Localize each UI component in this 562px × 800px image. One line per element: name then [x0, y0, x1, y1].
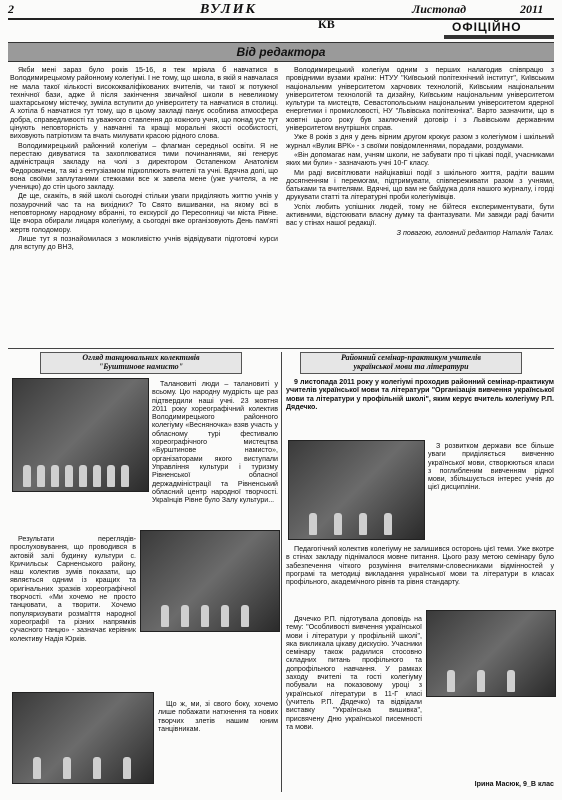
seminar-lead: [286, 378, 554, 436]
seminar-text-2: [286, 545, 554, 615]
dance-article-title: [40, 352, 242, 374]
dance-photo-1: [12, 378, 149, 492]
kv-label: КВ: [318, 17, 335, 31]
dance-title-line2: "Буштинове намисто": [98, 362, 184, 371]
seminar-paragraph: З розвитком держави все більше уваги приділяється вивченню української мови, створюються класи з поглибленим вивченням рідної мови, збільшується інтерес учнів до цієї дисципліни.: [428, 442, 554, 492]
editorial-paragraph: Уже 8 років з дня у день вірним другом крокує разом з колегіумом і шкільний журнал «Вулик ВРК» - з своїми повідомленнями, порадами, роздумами.: [286, 133, 554, 150]
seminar-text-1: [428, 442, 554, 540]
seminar-title-line1: Районний семінар-практикум учителів: [341, 353, 481, 362]
dance-photo-3: [12, 692, 154, 784]
seminar-article-title: [300, 352, 522, 374]
issue-month: Листопад: [412, 2, 467, 16]
seminar-paragraph: Педагогічний колектив колегіуму не залишився осторонь цієї теми. Уже вкотре в стінах закладу піднімалося мовне питання. Цього разу метою семінару було забезпечення чіткого розуміння вчителями-словесниками відмінностей у програмі та методиці викладання української мови та літератури в класах профільного, академічного рівнів та рівня стандарту.: [286, 545, 554, 587]
editorial-paragraph: Успіх любить успішних людей, тому не бійтеся експериментувати, бути активними, відстоювати власну думку та фантазувати. Ми завжди раді бачити вас у стінах нашої редакції.: [286, 202, 554, 228]
seminar-paragraph: Дячечко Р.П. підготувала доповідь на тему: "Особливості вивчення української мови і літератури у профільній школі", яка викликала цікаву дискусію. Учасники семінару також радилися стосовно складних питань профільного та допрофільного навчання. У рамках заходу вчителі та гості колегіуму побували на показовому уроці з української літератури в 11-Г класі (учитель Р.П. Дядечко) та відвідали виставку "Українська вишивка", присвячену Дню української писемності та мови.: [286, 615, 422, 731]
section-underline: [444, 35, 554, 39]
editorial-title: Від редактора: [8, 42, 554, 62]
page-header: [8, 2, 554, 20]
masthead: ВУЛИК: [200, 2, 257, 17]
page-number: 2: [8, 2, 14, 16]
editorial-left-column: [10, 66, 278, 344]
column-divider: [281, 352, 282, 792]
issue-year: 2011: [520, 2, 544, 16]
dance-text-2: [10, 535, 136, 643]
editorial-paragraph: Де ще, скажіть, в якій школі сьогодні стільки уваги приділяють життю учнів у позаурочний час та на вихідних? То Свято вишиванки, на якому всі в неповторному народному вбранні, то екскурсії до Пересопниці чи міста Рівне. Ще вчора обирали лицаря колегіуму, а сьогодні вже організовують День пам'яті жертв голодомору.: [10, 192, 278, 234]
seminar-title-line2: української мови та літератури: [353, 362, 469, 371]
editorial-paragraph: «Він допомагає нам, учням школи, не забувати про ті цікаві події, учасниками яких ми були» - зазначають учні 10-Г класу.: [286, 150, 554, 168]
dance-paragraph: Результати переглядів-прослуховування, що проводився в актовій залі будинку культури с. Кричильськ Сарненського району, наш колектив зумів показати, що являється одним із кращих та оригінальних зразків хореографічної творчості. «Ми хочемо не просто танцювати, а творити. Хочемо популяризувати розмаїття народної хореографії та різних напрямків сучасного танцю» - зазначає керівник колективу Надія Юрків.: [10, 535, 136, 643]
dance-paragraph: Талановиті люди – талановиті у всьому. Цю народну мудрість ще раз підтвердили наші учні. 23 жовтня 2011 року хореографічний колектив Володимирецького районного колегіуму «Весняночка» взяв участь у обласному турі фестивалю хореографічного мистецтва «Бурштинове намисто», організаторами якого виступали Управління культури і туризму Рівненської обласної держадміністрації та Рівненський обласний центр народної творчості. Українців Рівне було Залу культури...: [152, 380, 278, 505]
editorial-paragraph: Володимирецький районний колегіум – флагман середньої освіти. Я не перестаю дивуватися та захоплюватися тими починаннями, які генерує адміністрація закладу на чолі з директором Остапенком Анатолієм Федоровичем, та які з ентузіазмом підхоплюють вчителі та учні. Вдячна долі, що вона своїми заплутаними стежками все ж завела мене (уже учителя, а не ученицю) до стін цього закладу.: [10, 141, 278, 192]
dance-text-1: [152, 380, 278, 505]
seminar-author: Ірина Масюк, 9_В клас: [474, 780, 554, 788]
seminar-lead-text: 9 листопада 2011 року у колегіумі проходив районний семінар-практикум учителів української мови та літератури "Організація вивчення української мови та літератури у профільній школі", яким керує вчитель колегіуму Р.П. Дядечко.: [286, 378, 554, 411]
seminar-photo-1: [288, 440, 425, 540]
editorial-signature: З повагою, головний редактор Наталія Талах.: [396, 228, 554, 237]
editorial-paragraph: Якби мені зараз було років 15-16, я теж мріяла б навчатися в Володимирецькому районному колегіумі. І не тому, що школа, в якій я навчалася не мала такої кількості висококваліфікованих вчителів, чи такої ж потужної технічної бази, адже й після закінчення звичайної школи в невеликому шахтарському містечку, зуміла вступити до університету та навчатися в столиці. А хотіла б навчатися тут тому, що в цьому закладі панує особлива атмосфера добра, справедливості та уважного ставлення до кожного учня, що понад усе тут цінують неповторність у навчанні та кращі моральні якості особистості, виховують патріотизм та вчать милувати красою рідного слова.: [10, 66, 278, 141]
section-title: ОФІЦІЙНО: [452, 20, 522, 34]
editorial-right-column: [286, 66, 554, 344]
seminar-photo-2: [426, 610, 556, 697]
editorial-paragraph: Лише тут я познайомилася з можливістю учнів відвідувати підготовчі курси для вступу до ВНЗ,: [10, 234, 278, 252]
dance-title-line1: Огляд танцювальних колективів: [82, 353, 200, 362]
dance-photo-2: [140, 530, 280, 632]
editorial-paragraph: Ми раді висвітлювати найцікавіші події з шкільного життя, радіти вашим досягненням і перемогам, підтримувати, співпереживати разом з учнями, батьками та вчителями. Вдячні, що вам не байдужа доля нашого журналу, і горді друкувати статті та літературні проби колегіумівців.: [286, 168, 554, 202]
section-divider: [8, 348, 554, 349]
editorial-paragraph: Володимирецький колегіум одним з перших налагодив співпрацю з провідними вузами країни: НТУУ "Київський політехнічний інститут", Київським національним університетом харчових технологій, Київським національним університетом технологій та дизайну, Київським національним університетом культури та мистецтв, Севастопольським національним університетом ядерної енергетики і промисловості, НУ "Львівська політехніка". Варто зазначити, що в жовтні цього року був заключений договір і з Львівським державним університетом внутрішніх справ.: [286, 66, 554, 133]
dance-text-3: [158, 700, 278, 780]
seminar-text-3: [286, 615, 422, 790]
dance-paragraph: Що ж, ми, зі свого боку, хочемо лише побажати натхнення та нових творчих злетів нашим юним танцівникам.: [158, 700, 278, 733]
